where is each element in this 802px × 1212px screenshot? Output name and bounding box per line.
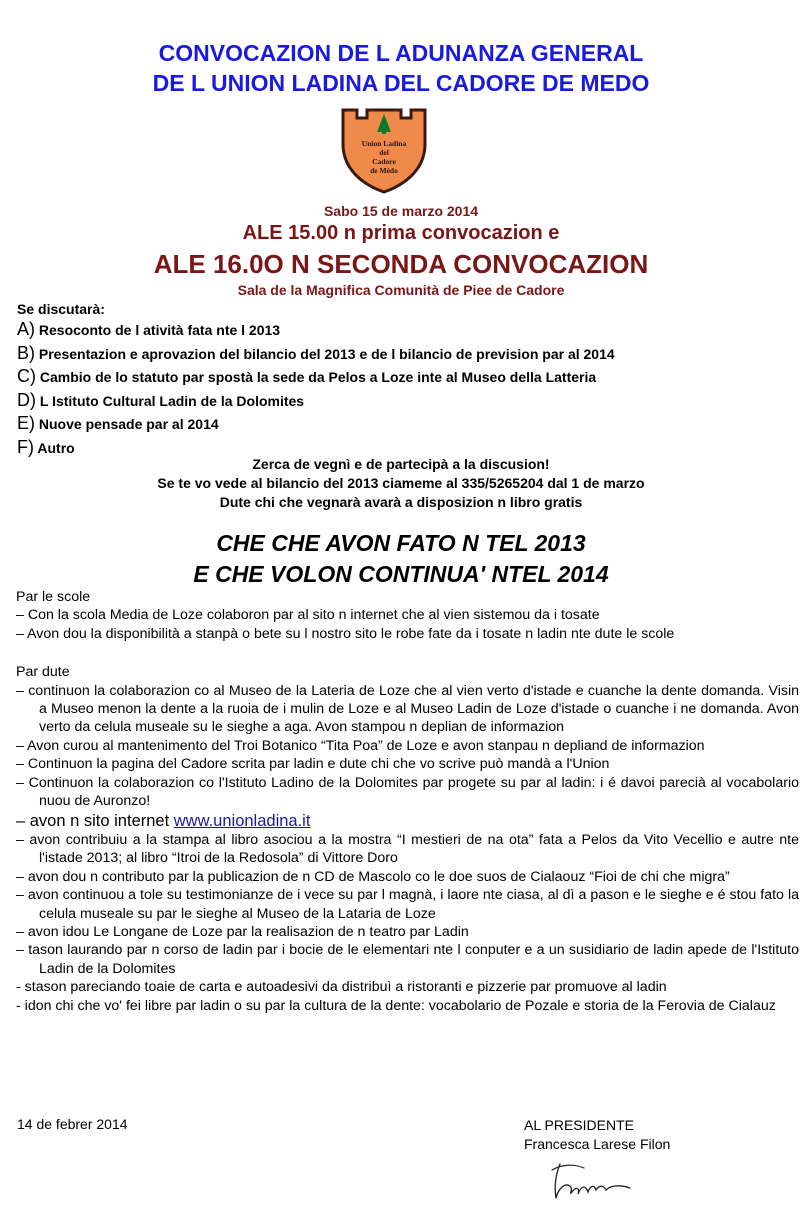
event-venue: Sala de la Magnifica Comunità de Piee de Cadore — [237, 282, 565, 298]
list-item: – Avon curou al mantenimento del Troi Botanico “Tita Poa” de Loze e avon stanpau n depliand de informazion — [16, 737, 705, 754]
schools-heading: Par le scole — [16, 589, 91, 605]
invite-block — [0, 455, 802, 512]
list-item: - idon chi che vo' fei libre par ladin o su par la cultura de la dente: vocabolario de Pozale e storia de la Ferovia de Cialauz — [16, 997, 776, 1014]
agenda-heading: Se discutarà: — [17, 301, 105, 317]
agenda-item: F) Autro — [17, 436, 75, 457]
list-item: - stason pareciando toaie de carta e autoadesivi da distribuì a ristoranti e pizzerie par promuove al ladin — [16, 979, 667, 996]
list-item: – continuon la colaborazion co al Museo de la Lateria de Loze che al vien verto d'istade e cuanche la dente domanda. Visin a Museo menon la dente a la ruoia de i mulin de Loze e al Museo Ladin de Loze d'istade o cuanche i ne domanda. Avon verto da celula museale su le sieghe a aga. Avon stampou n deplian de informazion — [16, 682, 799, 736]
all-heading: Par dute — [16, 664, 70, 681]
agenda-item: D) L Istituto Cultural Ladin de la Dolomites — [17, 389, 305, 410]
website-link[interactable]: www.unionladina.it — [173, 812, 311, 831]
document-date: 14 de febrer 2014 — [17, 1116, 128, 1132]
agenda — [17, 301, 797, 459]
list-item: – Avon dou la disponibilità a stanpà o bete su l nostro sito le robe fate da i tosate n ladin nte dute le scole — [16, 625, 675, 642]
invite-line: Zerca de vegnì e de partecipà a la discusion! — [252, 456, 550, 472]
section-line-2: E CHE VOLON CONTINUA' NTEL 2014 — [193, 561, 609, 587]
list-item: – avon continuou a tole su testimonianze de i vece su par l magnà, i laore nte ciasa, al dì a pason e le sieghe e é stou fato la celula museale su par le sieghe al Museo de la Lataria de Loze — [16, 887, 799, 922]
agenda-item: E) Nuove pensade par al 2014 — [17, 413, 219, 433]
title-line-2: DE L UNION LADINA DEL CADORE DE MEDO — [152, 70, 650, 96]
list-item: – avon dou n contributo par la publicazion de n CD de Mascolo co le doe suos de Cialaouz “Fioi de chi che migra” — [16, 868, 730, 885]
union-ladina-logo — [337, 104, 431, 194]
list-item: – Con la scola Media de Loze colaboron par al sito n internet che al vien sistemou da i tosate — [16, 607, 600, 624]
section-line-1: CHE CHE AVON FATO N TEL 2013 — [216, 530, 586, 556]
second-call: ALE 16.0O N SECONDA CONVOCAZION — [153, 249, 649, 279]
signoff-block — [524, 1116, 670, 1154]
list-item: – tason laurando par n corso de ladin par i bocie de le elementari nte l conputer e a un susidiario de ladin apede de l'Istituto Ladin de la Dolomites — [16, 942, 799, 977]
agenda-item: A) Resoconto de l atività fata nte l 2013 — [17, 319, 281, 339]
activities-body — [16, 588, 799, 1015]
first-call: ALE 15.00 n prima convocazion e — [242, 222, 560, 244]
agenda-item: C) Cambio de lo statuto par spostà la sede da Pelos a Loze inte al Museo della Latteria — [17, 366, 597, 386]
invite-line: Se te vo vede al bilancio del 2013 ciameme al 335/5265204 dal 1 de marzo — [157, 475, 645, 491]
svg-text:del: del — [379, 148, 389, 157]
document-title — [0, 38, 802, 98]
list-item: – avon idou Le Longane de Loze par la realisazion de n teatro par Ladin — [16, 923, 469, 940]
president-name: Francesca Larese Filon — [524, 1136, 671, 1152]
list-item: – avon n sito internet www.unionladina.it — [16, 812, 311, 831]
event-date: Sabo 15 de marzo 2014 — [323, 203, 479, 219]
list-item: – Continuon la colaborazion co l'Istituto Ladino de la Dolomites par progete su par al ladin: i é davoi parecià al vocabolario nuou de Auronzo! — [16, 774, 799, 810]
title-line-1: CONVOCAZION DE L ADUNANZA GENERAL — [158, 40, 644, 66]
invite-line: Dute chi che vegnarà avarà a disposizion n libro gratis — [219, 494, 583, 510]
section-heading — [0, 528, 802, 590]
list-item: – Continuon la pagina del Cadore scrita par ladin e dute chi che vo scrive può mandà a l'Union — [16, 756, 610, 773]
svg-text:Union Ladina: Union Ladina — [361, 139, 407, 148]
handwritten-signature — [548, 1160, 638, 1206]
svg-text:de Mèdo: de Mèdo — [370, 166, 398, 175]
list-item: – avon contribuiu a la stampa al libro asociou a la mostra “I mestieri de na ota” fata a Pelos da Vito Vecellio e autre nte l'istade 2013; al libro “Itroi de la Redosola” di Vittore Doro — [16, 831, 799, 867]
agenda-item: B) Presentazion e aprovazion del bilancio del 2013 e de l bilancio de prevision par al 2014 — [17, 342, 615, 363]
svg-text:Cadore: Cadore — [372, 157, 396, 166]
signoff-title: AL PRESIDENTE — [524, 1117, 634, 1133]
